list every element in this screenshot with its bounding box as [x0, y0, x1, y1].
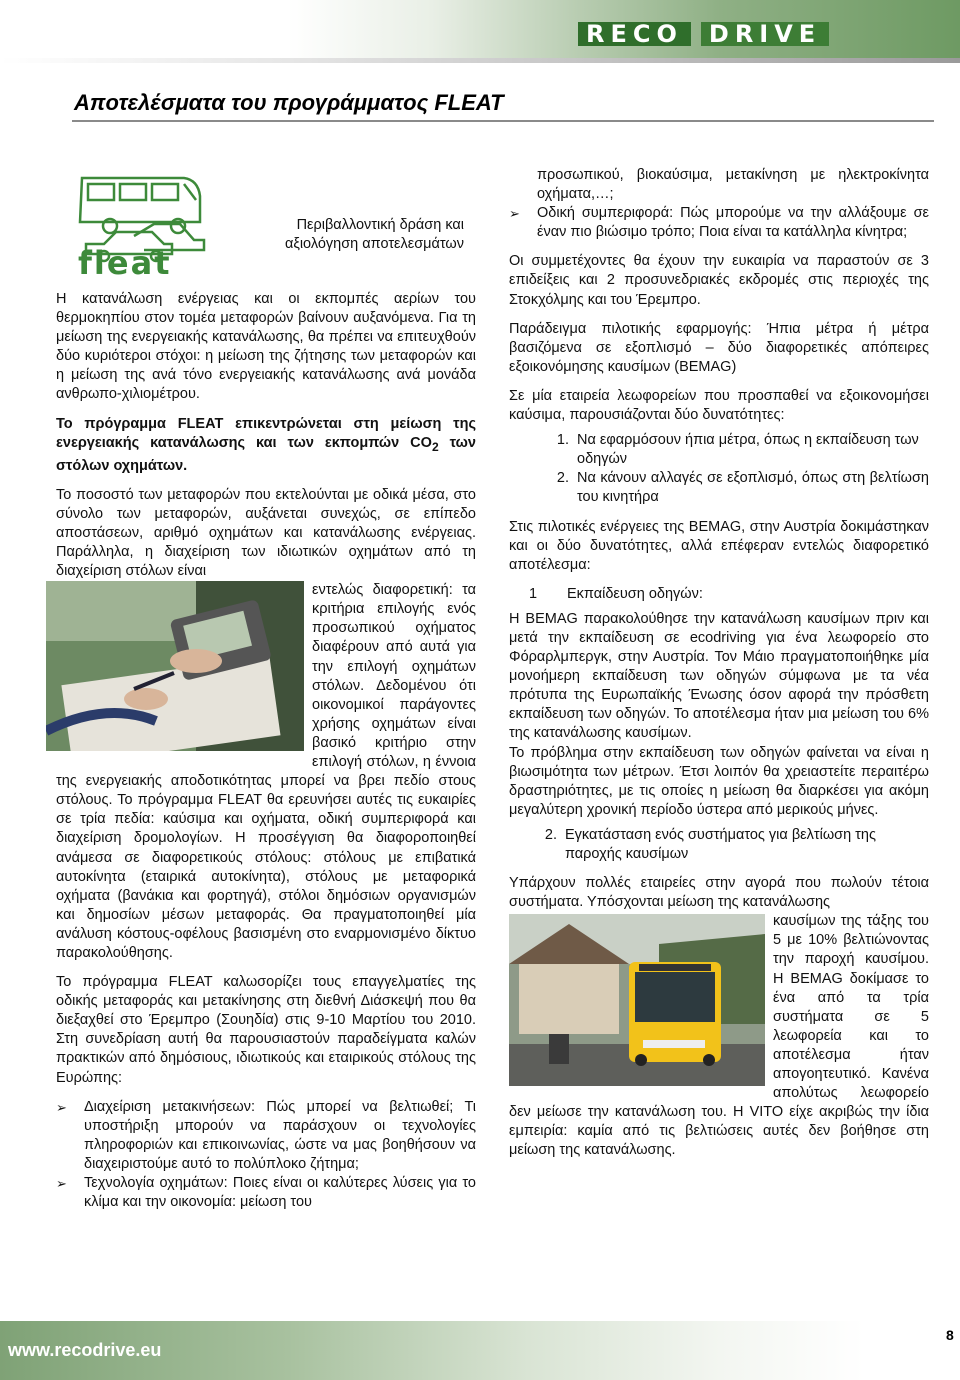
heading-text: Εκπαίδευση οδηγών: [567, 585, 703, 602]
right-column [509, 166, 929, 1161]
logo-caption-line1: Περιβαλλοντική δράση και [296, 217, 464, 233]
participants-paragraph: Οι συμμετέχοντες θα έχουν την ευκαιρία να παραστούν σε 3 επιδείξεις και 2 προσυνεδριακές εκδρομές στις περιοχές της Στοκχόλμης και του Έρεμπρο. [509, 253, 929, 308]
numbered-item [509, 431, 929, 469]
bullet-text: Διαχείριση μετακινήσεων: Πώς μπορεί να βελτιωθεί; Τι υποστήριξη μπορούν να παράσχουν οι τεχνολογίες πληροφοριών και επικοινωνίας, ώστε να μας βοηθήσουν να διαχειριστούμε αυτό το πολύπλοκο ζήτημα; [84, 1098, 476, 1172]
transport-paragraph-b: εντελώς διαφορετική: τα κριτήρια επιλογής ενός προσωπικού οχήματος διαφέρουν από αυτά για την επιλογή οχημάτων στόλων. Δεδομένου ότι οικονομικοί παράγοντες χρήσης οχημάτων είναι βασικό κριτήριο στην επιλογή στόλων, η έννοια της ενεργειακής αποδοτικότητας μπορεί να βρει πεδίο στους στόλους. Το πρόγραμμα FLEAT θα ερευνήσει αυτές τις ευκαιρίες σε τρία πεδία: καύσιμα και οχήματα, οδική συμπεριφορά και διαχείριση δρομολογίων. Η προσέγγιση θα διαφοροποιηθεί ανάμεσα σε διαφορετικούς στόλους: στόλους με επιβατικά αυτοκίνητα (εταιρικά αυτοκίνητα), στόλους με μεταφορικά οχήματα (βανάκια και φορτηγά), στόλοι δημόσιων οργανισμών και δημοσίων μέσων μεταφοράς. Θα πραγματοποιηθεί μία ανάλυση κόστους-οφέλους βασισμένη στο εναρμονισμένο δίκτυο παρακολούθησης. [56, 582, 476, 961]
item-text: Να εφαρμόσουν ήπια μέτρα, όπως η εκπαίδευση των οδηγών [577, 432, 919, 468]
focus-text-1: Το πρόγραμμα FLEAT επικεντρώνεται στη μείωση της ενεργειακής κατανάλωσης και των εκπομπών CO [56, 415, 476, 451]
footer-website-link[interactable]: www.recodrive.eu [8, 1340, 162, 1360]
logo-word-drive: DRIVE [701, 22, 829, 46]
title-divider [72, 120, 934, 122]
heading-text: Εγκατάσταση ενός συστήματος για βελτίωση της παροχής καυσίμων [565, 826, 876, 862]
page-title: Αποτελέσματα του προγράμματος FLEAT [74, 90, 504, 115]
fleat-focus-statement [56, 415, 476, 476]
heading-number: 2. [544, 826, 557, 843]
logo-word-reco: RECO [578, 22, 691, 46]
conference-paragraph: Το πρόγραμμα FLEAT καλωσορίζει τους επαγγελματίες της οδικής μεταφοράς και μετακίνησης στη διεθνή Διάσκεψή που θα διεξαχθεί στο Έρεμπρο (Σουηδία) στις 9-10 Μαρτίου του 2010. Στη συνεδρίαση αυτή θα παρουσιαστούν παραδείγματα καλών πρακτικών από δημόσιους, ιδιωτικούς και εταιρικούς στόλους της Ευρώπης: [56, 974, 476, 1086]
bullet-arrow-icon: ➢ [56, 1176, 67, 1192]
item-text: Να κάνουν αλλαγές σε εξοπλισμό, όπως στη βελτίωση του κινητήρα [577, 470, 929, 506]
left-column [56, 290, 476, 1212]
section-heading-driver-training [509, 585, 929, 604]
bullet-text: Τεχνολογία οχημάτων: Ποιες είναι οι καλύτερες λύσεις για το κλίμα και την οικονομία: μείωση του [84, 1175, 476, 1211]
bullet-item [509, 204, 929, 242]
bullet-text: Οδική συμπεριφορά: Πώς μπορούμε να την αλλάξουμε σε έναν πιο βιώσιμο τρόπο; Ποια είναι τα κατάλληλα κίνητρα; [537, 205, 929, 241]
bus-photo [509, 914, 765, 1086]
pilot-example-paragraph: Παράδειγμα πιλοτικής εφαρμογής: Ήπια μέτρα ή μέτρα βασιζόμενα σε εξοπλισμό – δύο διαφορετικές απόπειρες εξοικονόμησης καυσίμων (BEMAG) [509, 320, 929, 375]
heading-number: 1 [529, 585, 538, 602]
training-paragraph: Η BEMAG παρακολούθησε την κατανάλωση καυσίμων πριν και μετά την εκπαίδευση σε ecodriving για ένα λεωφορείο στο Φόραρλμπεργκ, στην Αυστρία. Τον Μάιο πραγματοποιήθηκε μία μονοήμερη εκπαίδευση των οδηγών σύμφωνα με τα νέα πρότυπα της Ευρωπαϊκής Ένωσης όσον αφορά την πρόσθετη εκπαίδευση των οδηγών. Το αποτέλεσμα ήταν μια μείωση του 6% της κατανάλωσης καυσίμων. [509, 610, 929, 742]
fleat-logo-text: fleat [78, 244, 172, 278]
numbered-item [509, 469, 929, 507]
training-problem-paragraph: Το πρόβλημα στην εκπαίδευση των οδηγών φαίνεται να είναι η βιωσιμότητα των μέτρων. Έτσι λοιπόν θα χρειαστείτε περαιτέρω δραστηριότητες, με τις οποίες η μείωση θα διαρκέσει για ακόμη μεγαλύτερη χρονική περίοδο ύστερα από μερικούς μήνες. [509, 744, 929, 818]
intro-paragraph: Η κατανάλωση ενέργειας και οι εκπομπές αερίων του θερμοκηπίου στον τομέα μεταφορών βαίνουν αυξανόμενα. Για τη μείωση της ενεργειακής κατανάλωσης, θα πρέπει να επιτευχθούν δύο κυριότεροι στόχοι: η μείωση της ζήτησης των μεταφορών και η μείωση της ανά τόνο ενεργειακής κατανάλωσης ανά μονάδα ανθρωπο-χιλιομέτρου. [56, 291, 476, 403]
systems-paragraph-a: Υπάρχουν πολλές εταιρείες στην αγορά που πωλούν τέτοια συστήματα. Υπόσχονται μείωση της κατανάλωσης [509, 875, 929, 911]
transport-paragraph-a: Το ποσοστό των μεταφορών που εκτελούνται με οδικά μέσα, στο σύνολο των μεταφορών, αυξάνεται συνεχώς, σε επίπεδο αποστάσεων, αριθμό οχημάτων και κατανάλωσης ενέργειας. Παράλληλα, η διαχείριση των ιδιωτικών οχημάτων από τη διαχείριση στόλων είναι [56, 486, 476, 580]
logo-caption-line2: αξιολόγηση αποτελεσμάτων [284, 236, 464, 252]
focus-text-2: των στόλων οχημάτων. [56, 434, 476, 474]
driver-photo [46, 581, 304, 751]
bullet-arrow-icon: ➢ [56, 1099, 67, 1115]
item-number: 2. [556, 470, 569, 487]
bullet-item [56, 1098, 476, 1174]
bemag-results-paragraph: Στις πιλοτικές ενέργειες της BEMAG, στην Αυστρία δοκιμάστηκαν και οι δύο δυνατότητες, αλλά επέφεραν εντελώς διαφορετικό αποτέλεσμα: [509, 518, 929, 573]
logo-caption [230, 216, 464, 254]
bus-company-paragraph: Σε μία εταιρεία λεωφορείων που προσπαθεί να εξοικονομήσει καύσιμα, παρουσιάζονται δύο δυνατότητες: [509, 387, 929, 424]
fleat-logo [74, 170, 209, 278]
bullet-arrow-icon: ➢ [509, 206, 520, 222]
recodrive-logo [578, 22, 858, 46]
header-rule [0, 58, 960, 63]
bullet-continuation: προσωπικού, βιοκαύσιμα, μετακίνηση με ηλεκτροκίνητα οχήματα,…; [537, 167, 929, 203]
co2-subscript: 2 [431, 439, 439, 454]
section-heading-fuel-system [509, 826, 929, 864]
item-number: 1. [556, 432, 569, 449]
page-number: 8 [946, 1327, 954, 1343]
bullet-item [56, 1174, 476, 1212]
systems-paragraph-b: καυσίμων της τάξης του 5 με 10% βελτιώνοντας την παροχή καυσίμου. Η BEMAG δοκίμασε το ένα από τα τρία συστήματα σε 5 λεωφορεία και το αποτέλεσμα ήταν απογοητευτικό. Κανένα απολύτως λεωφορείο δεν μείωσε την κατανάλωση του. Η VITO είχε ακριβώς την ίδια εμπειρία: καμία από τις βελτιώσεις αυτές δεν βοήθησε στη μείωση της κατανάλωσης. [509, 913, 929, 1159]
